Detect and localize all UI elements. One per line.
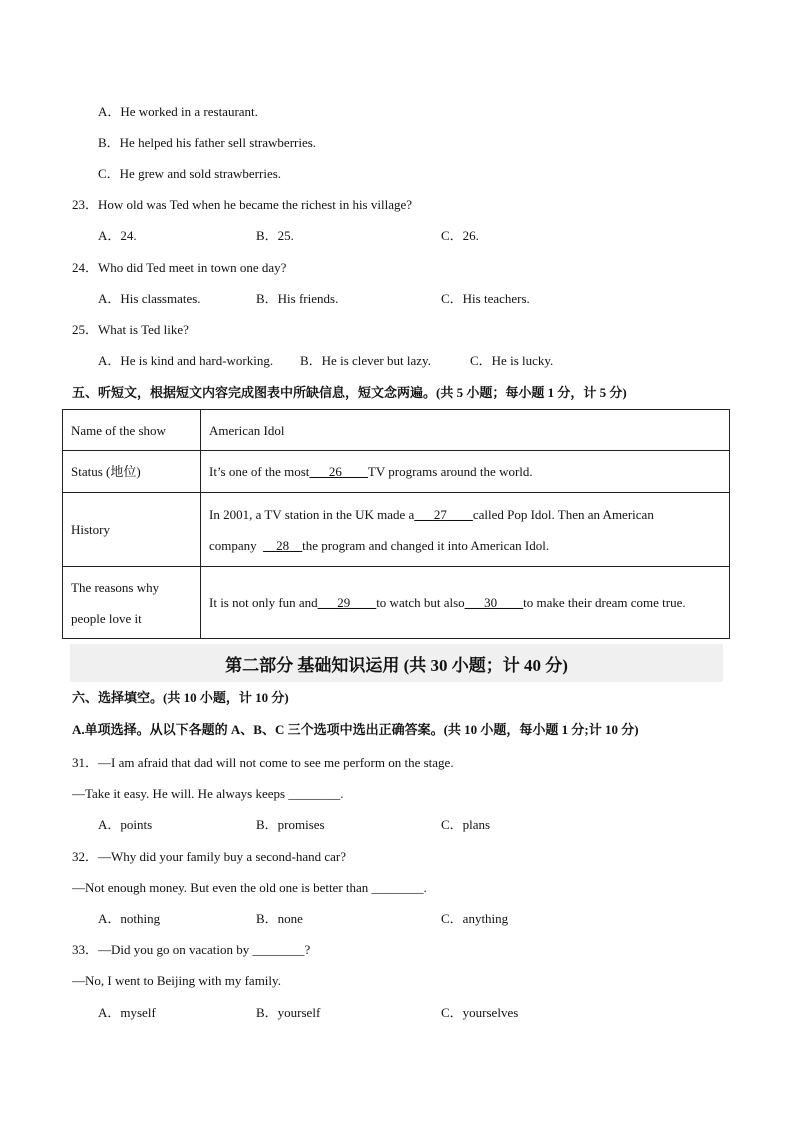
- table-row: [63, 493, 730, 567]
- q31-option-a: A．points: [98, 817, 153, 832]
- table-cell-label: [63, 567, 201, 639]
- status-text-post: TV programs around the world.: [367, 464, 533, 479]
- q23-option-a: A．24.: [98, 228, 137, 243]
- q31-line-1: 31．—I am afraid that dad will not come to see me perform on the stage.: [72, 755, 454, 770]
- q32-option-a: A．nothing: [98, 911, 161, 926]
- blank-26: ___26____: [309, 464, 368, 479]
- q22-option-c: C．He grew and sold strawberries.: [98, 166, 282, 181]
- blank-29: ___29____: [317, 595, 377, 610]
- q23-option-c: C．26.: [441, 228, 479, 243]
- reasons-text-post: to make their dream come true.: [523, 595, 686, 610]
- history-text-end: the program and changed it into American Idol.: [302, 537, 550, 553]
- reasons-text-pre: It is not only fun and: [209, 595, 318, 610]
- history-text-company: company: [209, 537, 264, 553]
- q32-option-b: B．none: [256, 911, 303, 926]
- q33-line-1: 33．—Did you go on vacation by ________?: [72, 942, 311, 957]
- table-cell-value: [201, 451, 730, 493]
- reasons-text-mid: to watch but also: [376, 595, 465, 610]
- q32-option-c: C．anything: [441, 911, 509, 926]
- table-row: [63, 451, 730, 493]
- q25-option-a: A．He is kind and hard-working.: [98, 353, 274, 368]
- q33-line-2: —No, I went to Beijing with my family.: [72, 973, 281, 988]
- reasons-label-line-2: people love it: [71, 610, 142, 626]
- q31-option-b: B．promises: [256, 817, 325, 832]
- q31-option-c: C．plans: [441, 817, 491, 832]
- q24-option-c: C．His teachers.: [441, 291, 530, 306]
- q23-option-b: B．25.: [256, 228, 294, 243]
- table-cell-value: [201, 567, 730, 639]
- q32-line-2: —Not enough money. But even the old one is better than ________.: [72, 880, 427, 895]
- q24-option-b: B．His friends.: [256, 291, 339, 306]
- section6-subheading: A.单项选择。从以下各题的 A、B、C 三个选项中选出正确答案。(共 10 小题，每小题 1 分;计 10 分): [72, 722, 639, 737]
- history-line-2: [209, 530, 721, 561]
- table-row: [63, 567, 730, 639]
- q24-option-a: A．His classmates.: [98, 291, 201, 306]
- blank-27: ___27____: [414, 506, 473, 522]
- q25-question: 25．What is Ted like?: [72, 322, 189, 337]
- q24-question: 24．Who did Ted meet in town one day?: [72, 260, 287, 275]
- history-text-pre: In 2001, a TV station in the UK made a: [209, 506, 415, 522]
- table-cell-label: Status (地位): [63, 451, 201, 493]
- table-cell-label: History: [63, 493, 201, 567]
- blank-28: __28__: [263, 537, 303, 553]
- history-text-post: called Pop Idol. Then an American: [472, 506, 654, 522]
- q33-option-b: B．yourself: [256, 1005, 321, 1020]
- table-cell-value: American Idol: [201, 410, 730, 451]
- part2-banner: 第二部分 基础知识运用 (共 30 小题；计 40 分): [70, 644, 723, 682]
- q33-option-c: C．yourselves: [441, 1005, 519, 1020]
- reasons-label-line-1: The reasons why: [71, 579, 160, 595]
- status-text-pre: It’s one of the most: [209, 464, 310, 479]
- blank-30: ___30____: [464, 595, 524, 610]
- q25-option-b: B．He is clever but lazy.: [300, 353, 431, 368]
- q31-line-2: —Take it easy. He will. He always keeps ________.: [72, 786, 344, 801]
- section5-heading: 五、听短文，根据短文内容完成图表中所缺信息，短文念两遍。(共 5 小题；每小题 1 分，计 5 分): [72, 385, 627, 400]
- table-row: [63, 410, 730, 451]
- q32-line-1: 32．—Why did your family buy a second-hand car?: [72, 849, 347, 864]
- show-info-table: [62, 409, 730, 639]
- q22-option-b: B．He helped his father sell strawberries.: [98, 135, 317, 150]
- table-cell-label: Name of the show: [63, 410, 201, 451]
- q33-option-a: A．myself: [98, 1005, 156, 1020]
- q22-option-a: A．He worked in a restaurant.: [98, 104, 258, 119]
- q25-option-c: C．He is lucky.: [470, 353, 554, 368]
- q23-question: 23．How old was Ted when he became the richest in his village?: [72, 197, 413, 212]
- table-cell-value: [201, 493, 730, 567]
- section6-heading: 六、选择填空。(共 10 小题，计 10 分): [72, 690, 289, 705]
- history-line-1: [209, 499, 721, 530]
